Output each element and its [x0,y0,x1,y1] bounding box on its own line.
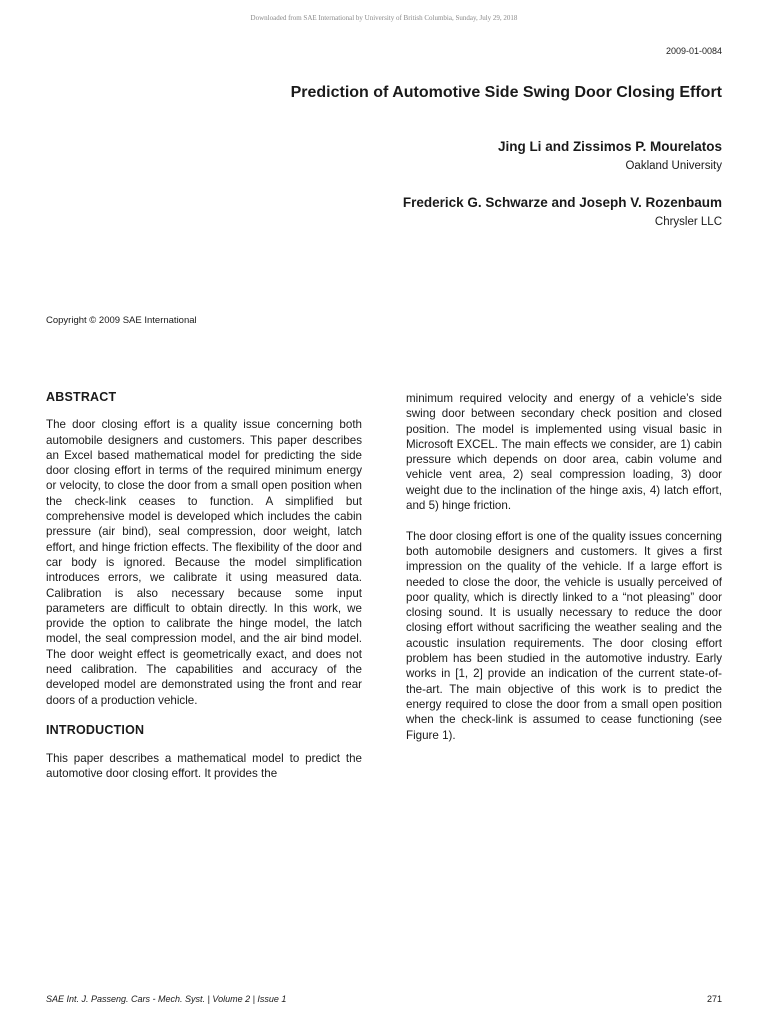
right-column [406,391,722,758]
left-column [46,390,362,796]
author-group-1-affiliation: Oakland University [625,160,722,172]
journal-footer: SAE Int. J. Passeng. Cars - Mech. Syst. | Volume 2 | Issue 1 [46,994,287,1004]
right-paragraph-2: The door closing effort is one of the quality issues concerning both automobile designers and customers. It gives a first impression on the quality of the vehicle. If a large effort is needed to close the door, the vehicle is usually perceived of poor quality, which is directly linked to a “not pleasing” door closing sound. It is usually necessary to reduce the door closing effort without sacrificing the weather sealing and the acoustic insulation requirements. The door closing effort problem has been studied in the automotive industry. Early works in [1, 2] provide an indication of the current state-of-the-art. The main objective of this work is to predict the energy required to close the door from a small open position when the check-link is assumed to cease functioning (see Figure 1). [406,529,722,742]
author-group-2-names: Frederick G. Schwarze and Joseph V. Rozenbaum [402,195,722,210]
introduction-heading: INTRODUCTION [46,723,145,738]
author-group-2-affiliation: Chrysler LLC [654,216,722,228]
abstract-heading: ABSTRACT [46,390,117,404]
paper-number: 2009-01-0084 [665,46,722,56]
page-number: 271 [706,994,722,1004]
paper-title: Prediction of Automotive Side Swing Door Closing Effort [290,84,722,101]
right-paragraph-1: minimum required velocity and energy of a vehicle’s side swing door between secondary check position and closed position. The model is implemented using visual basic in Microsoft EXCEL. The main effects we consider, are 1) cabin pressure which depends on door area, cabin volume and vehicle vent area, 2) seal compression loading, 3) door weight due to the inclination of the hinge axis, 4) latch effort, and 5) hinge friction. [406,392,722,513]
introduction-text: This paper describes a mathematical model to predict the automotive door closing effort. It provides the [46,751,362,780]
author-group-1-names: Jing Li and Zissimos P. Mourelatos [497,139,722,154]
download-note: Downloaded from SAE International by University of British Columbia, Sunday, July 29, 2018 [250,14,518,22]
abstract-text: The door closing effort is a quality issue concerning both automobile designers and customers. This paper describes an Excel based mathematical model for predicting the side door closing effort in terms of the required minimum energy or velocity, to close the door from a small open position when the check-link ceases to function. A simplified but comprehensive model is developed which includes the cabin pressure (air bind), seal compression, door weight, latch effort, and hinge friction effects. The flexibility of the door and car body is ignored. Because the model simplification introduces errors, we calibrate it using measured data. Calibration is also necessary because some input parameters are difficult to obtain directly. In this work, we provide the option to calibrate the hinge model, the latch model, the seal compression model, and the air bind model. The door weight effect is geometrically exact, and does not need calibration. The capabilities and accuracy of the developed model are demonstrated using the front and rear doors of a production vehicle. [46,418,362,707]
copyright-notice: Copyright © 2009 SAE International [46,315,197,326]
